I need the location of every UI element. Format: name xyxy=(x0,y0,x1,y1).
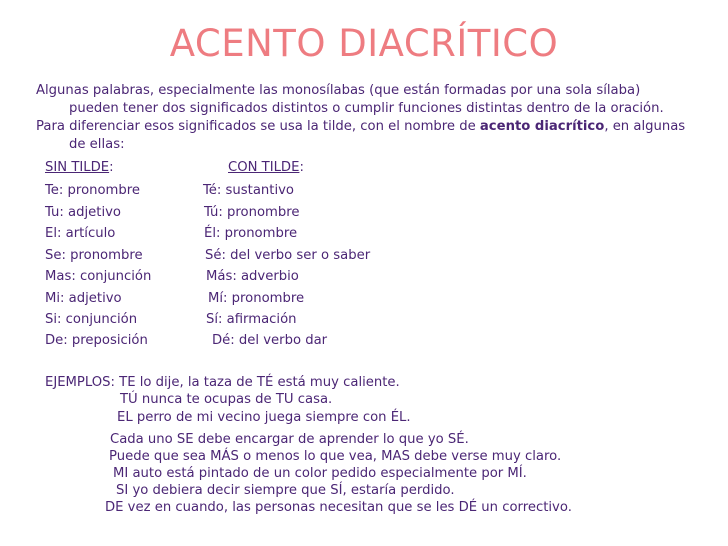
row-right: Té: sustantivo xyxy=(203,183,294,198)
intro-paragraph-1-line-2: pueden tener dos significados distintos o cumplir funciones distintas dentro de la oración. xyxy=(69,101,664,116)
row-right: Más: adverbio xyxy=(206,269,299,284)
slide-title: ACENTO DIACRÍTICO xyxy=(169,22,559,65)
row-left: De: preposición xyxy=(45,333,148,348)
row-right: Dé: del verbo dar xyxy=(212,333,328,348)
header-con-tilde: CON TILDE: xyxy=(228,160,304,175)
example-line: TÚ nunca te ocupas de TU casa. xyxy=(120,392,333,407)
example-line: DE vez en cuando, las personas necesitan que se les DÉ un correctivo. xyxy=(105,500,572,515)
row-left: Mi: adjetivo xyxy=(45,291,122,306)
acento-diacritico-term: acento diacrítico xyxy=(479,119,605,134)
intro-paragraph-2-line-1: Para diferenciar esos significados se usa la tilde, con el nombre de acento diacrítico, en algunas xyxy=(36,119,686,134)
intro-paragraph-1-line-1: Algunas palabras, especialmente las monosílabas (que están formadas por una sola sílaba) xyxy=(36,83,641,98)
example-line: MI auto está pintado de un color pedido especialmente por MÍ. xyxy=(113,466,527,481)
example-line: Puede que sea MÁS o menos lo que vea, MAS debe verse muy claro. xyxy=(109,449,562,464)
row-right: Sí: afirmación xyxy=(206,312,297,327)
row-left: Si: conjunción xyxy=(45,312,138,327)
row-right: Tú: pronombre xyxy=(204,205,300,220)
row-left: El: artículo xyxy=(45,226,116,241)
row-right: Él: pronombre xyxy=(204,226,298,241)
row-right: Sé: del verbo ser o saber xyxy=(205,248,371,263)
row-left: Tu: adjetivo xyxy=(45,205,121,220)
example-line: SI yo debiera decir siempre que SÍ, estaría perdido. xyxy=(116,483,455,498)
example-line: Cada uno SE debe encargar de aprender lo que yo SÉ. xyxy=(110,432,469,447)
header-sin-tilde: SIN TILDE: xyxy=(45,160,114,175)
example-line: EJEMPLOS: TE lo dije, la taza de TÉ está muy caliente. xyxy=(45,375,400,390)
example-line: EL perro de mi vecino juega siempre con ÉL. xyxy=(117,410,411,425)
intro-paragraph-2-line-2: de ellas: xyxy=(69,137,125,152)
row-left: Se: pronombre xyxy=(45,248,143,263)
row-right: Mí: pronombre xyxy=(208,291,305,306)
row-left: Te: pronombre xyxy=(45,183,141,198)
row-left: Mas: conjunción xyxy=(45,269,152,284)
